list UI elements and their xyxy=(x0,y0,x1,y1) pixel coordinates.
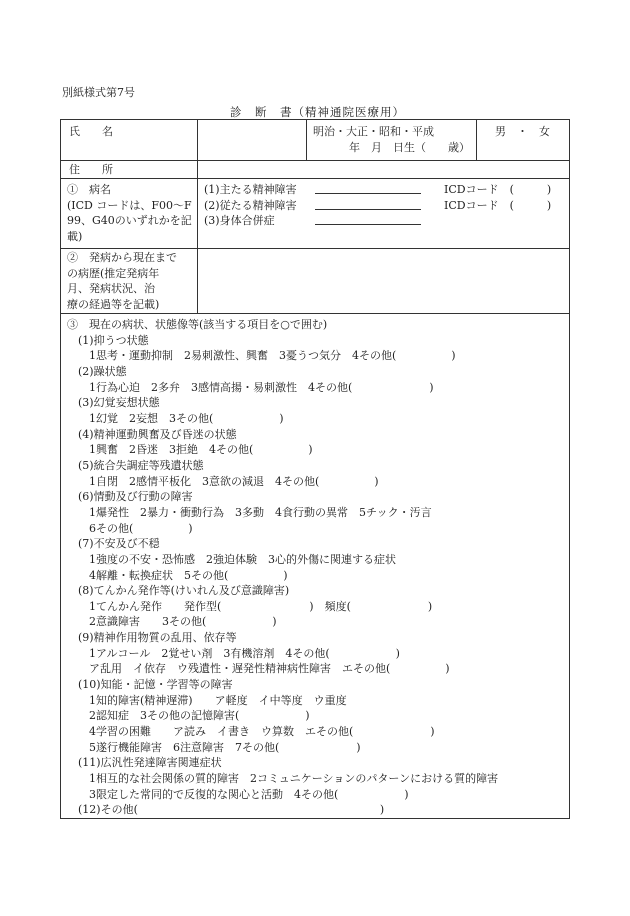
section3-line: 1てんかん発作 発作型( ) 頻度( ) xyxy=(67,599,433,613)
section3-line: 1自閉 2感情平板化 3意欲の減退 4その他( ) xyxy=(67,474,379,488)
section2-label-line: の病歴(推定発病年 xyxy=(67,266,160,280)
sex-divider xyxy=(476,120,477,160)
diagnosis-form-table xyxy=(60,119,570,819)
section3-line: (8)てんかん発作等(けいれん及び意識障害) xyxy=(67,584,290,598)
row-divider-name xyxy=(61,160,569,161)
section3-line: 1幻覚 2妄想 3その他( ) xyxy=(67,411,284,425)
section3-line: (6)情動及び行動の障害 xyxy=(67,490,193,504)
birth-divider xyxy=(306,120,307,160)
section3-line: 1相互的な社会関係の質的障害 2コミュニケーションのパターンにおける質的障害 xyxy=(67,772,499,786)
section2-label-line: 月、発病状況、治 xyxy=(67,282,155,296)
section3-line: (2)躁状態 xyxy=(67,364,127,378)
section3-line: 2認知症 3その他の記憶障害( ) xyxy=(67,709,310,723)
row-divider-section2 xyxy=(61,313,569,314)
section3-line: (7)不安及び不穏 xyxy=(67,537,160,551)
section2-label-line: ② 発病から現在まで xyxy=(67,251,177,264)
section3-line: 6その他( ) xyxy=(67,521,193,535)
section1-label-line: 載) xyxy=(67,229,83,243)
section1-label xyxy=(67,182,192,244)
section2-label-line: 療の経過等を記載) xyxy=(67,297,160,311)
section3-line: (1)抑うつ状態 xyxy=(67,333,149,347)
section1-label-line: 99、G40のいずれかを記 xyxy=(67,214,192,228)
section3-line: (3)幻覚妄想状態 xyxy=(67,396,160,410)
section3-line: (12)その他( ) xyxy=(67,803,385,817)
diagnosis-secondary-input[interactable] xyxy=(315,198,421,210)
name-field[interactable] xyxy=(201,122,301,158)
section1-label-line: ① 病名 xyxy=(67,183,111,196)
section3-line: 1知的障害(精神遅滞) ア軽度 イ中等度 ウ重度 xyxy=(67,693,347,707)
diagnosis-item-label: (3)身体合併症 xyxy=(204,214,275,228)
icd-code: ICDコード ( ) xyxy=(444,183,552,196)
section3-line: (5)統合失調症等残遺状態 xyxy=(67,458,204,472)
diagnosis-item-label: (1)主たる精神障害 xyxy=(204,183,297,196)
diagnosis-item-label: (2)従たる精神障害 xyxy=(204,198,297,212)
section3-symptoms xyxy=(67,317,498,818)
section3-line: 2意識障害 3その他( ) xyxy=(67,615,277,629)
row-divider-section1 xyxy=(61,248,569,249)
section2-label xyxy=(67,250,177,312)
section3-line: 4学習の困難 ア読み イ書き ウ算数 エその他( ) xyxy=(67,725,435,739)
section3-line: 1行為心迫 2多弁 3感情高揚・易刺激性 4その他( ) xyxy=(67,380,434,394)
section3-line: 3限定した常同的で反復的な関心と活動 4その他( ) xyxy=(67,787,409,801)
history-field[interactable] xyxy=(201,251,561,309)
section1-label-line: (ICD コードは、F00～F xyxy=(67,198,192,212)
birth-eras: 明治・大正・昭和・平成 xyxy=(313,125,434,138)
diagnosis-item-physical xyxy=(204,213,564,229)
physical-complication-input[interactable] xyxy=(315,213,421,225)
name-label: 氏 名 xyxy=(69,125,113,138)
section3-line: 1思考・運動抑制 2易刺激性、興奮 3憂うつ気分 4その他( ) xyxy=(67,349,456,363)
section3-line: (4)精神運動興奮及び昏迷の状態 xyxy=(67,427,237,441)
left-column-divider xyxy=(197,120,198,313)
section3-line: 1興奮 2昏迷 3拒絶 4その他( ) xyxy=(67,443,313,457)
section3-line: (10)知能・記憶・学習等の障害 xyxy=(67,678,233,692)
section3-line: 1爆発性 2暴力・衝動行為 3多動 4食行動の異常 5チック・汚言 xyxy=(67,505,432,519)
form-number: 別紙様式第7号 xyxy=(62,86,135,99)
diagnosis-item-main xyxy=(204,182,564,198)
diagnosis-item-secondary xyxy=(204,198,564,214)
section3-line: 1アルコール 2覚せい剤 3有機溶剤 4その他( ) xyxy=(67,646,400,660)
diagnosis-items xyxy=(204,182,564,229)
diagnosis-main-input[interactable] xyxy=(315,182,421,194)
icd-code: ICDコード ( ) xyxy=(444,198,552,212)
section3-line: ア乱用 イ依存 ウ残遺性・遅発性精神病性障害 エその他( ) xyxy=(67,662,450,676)
address-field[interactable] xyxy=(201,162,561,176)
section3-line: (11)広汎性発達障害関連症状 xyxy=(67,756,222,770)
sex-options: 男 ・ 女 xyxy=(495,125,550,138)
birth-date: 年 月 日生（ 歳） xyxy=(349,141,470,154)
address-label: 住 所 xyxy=(69,163,113,176)
section3-line: 5遂行機能障害 6注意障害 7その他( ) xyxy=(67,740,361,754)
row-divider-address xyxy=(61,178,569,179)
section3-line: 4解離・転換症状 5その他( ) xyxy=(67,568,288,582)
section3-line: (9)精神作用物質の乱用、依存等 xyxy=(67,631,237,645)
section3-line: 1強度の不安・恐怖感 2強迫体験 3心的外傷に関連する症状 xyxy=(67,552,396,566)
page-title: 診 断 書（精神通院医療用） xyxy=(230,105,405,119)
section3-line: ③ 現在の病状、状態像等(該当する項目を○で囲む) xyxy=(67,318,328,331)
